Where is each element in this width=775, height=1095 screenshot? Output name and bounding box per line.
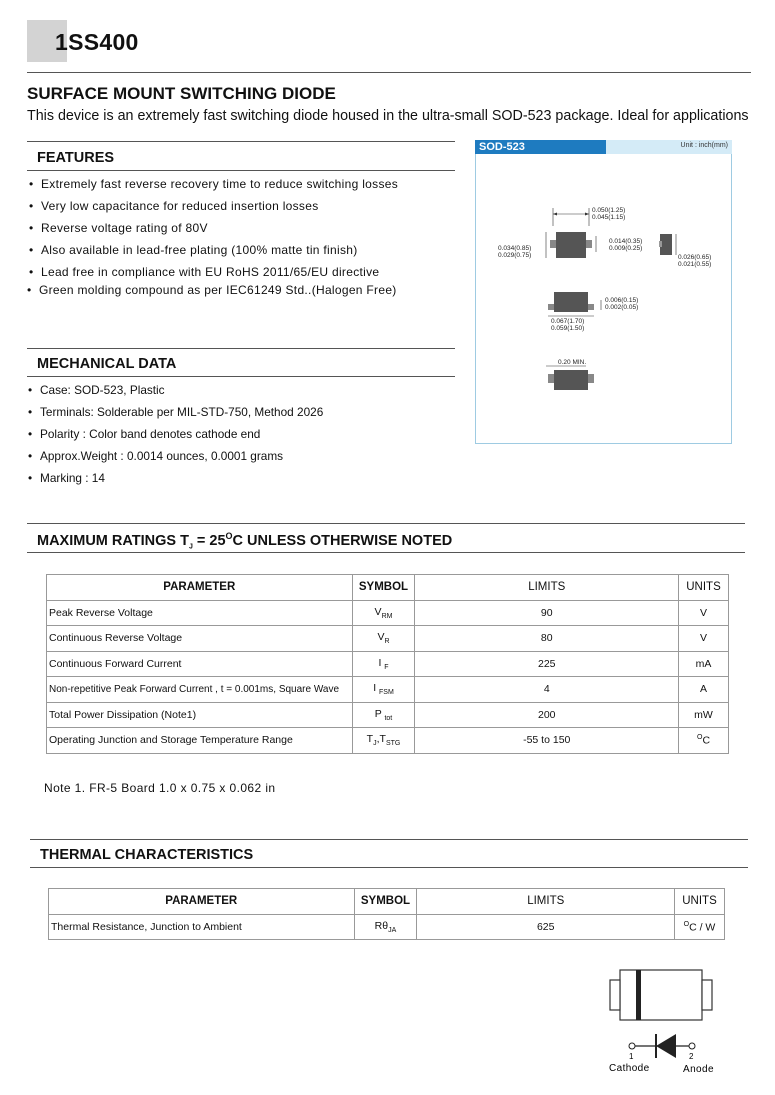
footnote: Note 1. FR-5 Board 1.0 x 0.75 x 0.062 in (44, 781, 276, 795)
table-row: Continuous Reverse Voltage $V_R$ 80 V (47, 626, 729, 652)
table-row: Non-repetitive Peak Forward Current , t = 0.001ms, Square Wave I $_{FSM}$ 4 A (47, 677, 729, 703)
feature-item: • Lead free in compliance with EU RoHS 2011/65/EU directive (41, 265, 379, 279)
table-row: Total Power Dissipation (Note1) P $_{tot}$ 200 mW (47, 702, 729, 728)
thermal-table (48, 888, 725, 940)
dim-lead-max: 0.014(0.35) (609, 238, 643, 245)
thermal-rule-bottom (30, 867, 748, 868)
pin2-label: 2 (689, 1052, 694, 1061)
ratings-rule-top (27, 523, 745, 524)
part-number: 1SS400 (55, 29, 139, 55)
feature-item: • Also available in lead-free plating (100% matte tin finish) (41, 243, 358, 257)
pin1-label: 1 (629, 1052, 634, 1061)
anode-label: Anode (683, 1064, 714, 1075)
mechanical-rule-top (27, 348, 455, 349)
dim-length-min: 0.045(1.15) (592, 214, 626, 221)
dim-overall-max: 0.067(1.70) (551, 318, 585, 325)
mechanical-item: • Terminals: Solderable per MIL-STD-750, Method 2026 (40, 405, 323, 419)
max-ratings-table (46, 574, 729, 754)
dim-height-max: 0.026(0.65) (678, 254, 712, 261)
package-outline-drawing (476, 156, 731, 442)
table-row: Operating Junction and Storage Temperature Range $T_J,T_{STG}$ -55 to 150 $^O$C (47, 728, 729, 754)
table-header-row (47, 575, 729, 601)
dim-height-min: 0.021(0.55) (678, 261, 712, 268)
col-symbol: SYMBOL (352, 575, 415, 601)
package-top-view (498, 207, 642, 259)
package-front-view (548, 292, 638, 332)
feature-item: • Very low capacitance for reduced insertion losses (41, 199, 319, 213)
dim-thickness-max: 0.006(0.15) (605, 297, 639, 304)
package-side-view (659, 234, 711, 268)
ratings-rule-bottom (27, 552, 745, 553)
features-rule-bottom (27, 170, 455, 171)
diode-symbol-icon (600, 960, 730, 1080)
mechanical-rule-bottom (27, 376, 455, 377)
thermal-rule-top (30, 839, 748, 840)
table-row: Continuous Forward Current I $_F$ 225 mA (47, 651, 729, 677)
document-title: SURFACE MOUNT SWITCHING DIODE (27, 84, 336, 103)
dim-min-note: 0.20 MIN. (558, 359, 587, 366)
package-icon (610, 970, 712, 1020)
mechanical-title: MECHANICAL DATA (37, 356, 177, 372)
mechanical-item: • Polarity : Color band denotes cathode end (40, 427, 260, 441)
dim-width-min: 0.029(0.75) (498, 252, 532, 259)
header-divider (27, 72, 751, 73)
feature-item: • Green molding compound as per IEC61249 Std..(Halogen Free) (39, 283, 397, 297)
features-rule-top (27, 141, 455, 142)
table-row: Peak Reverse Voltage $V_{RM}$ 90 V (47, 600, 729, 626)
schematic-diode (609, 1034, 714, 1075)
package-name-tab: SOD-523 (475, 140, 606, 154)
table-header-row: PARAMETER SYMBOL LIMITS UNITS (49, 889, 725, 915)
col-parameter: PARAMETER (47, 575, 353, 601)
col-limits: LIMITS (415, 575, 679, 601)
dim-overall-min: 0.059(1.50) (551, 325, 585, 332)
feature-item: • Extremely fast reverse recovery time to reduce switching losses (41, 177, 398, 191)
max-ratings-title: MAXIMUM RATINGS $T_J = 25^OC$ UNLESS OTHERWISE NOTED (37, 531, 453, 551)
features-title: FEATURES (37, 150, 115, 166)
dim-length-max: 0.050(1.25) (592, 207, 626, 214)
table-row: Thermal Resistance, Junction to Ambient $R\theta_{JA}$ 625 $^O$C / W (49, 914, 725, 940)
device-description: This device is an extremely fast switching diode housed in the ultra-small SOD-523 package. Ideal for applications (27, 108, 749, 124)
mechanical-item: • Marking : 14 (40, 471, 105, 485)
dim-thickness-min: 0.002(0.05) (605, 304, 639, 311)
feature-item: • Reverse voltage rating of 80V (41, 221, 208, 235)
cathode-label: Cathode (609, 1063, 650, 1074)
package-unit-label: Unit : inch(mm) (680, 142, 728, 149)
dim-width-max: 0.034(0.85) (498, 245, 532, 252)
dim-lead-min: 0.009(0.25) (609, 245, 643, 252)
package-bottom-view (546, 359, 594, 390)
col-units: UNITS (679, 575, 729, 601)
thermal-title: THERMAL CHARACTERISTICS (40, 847, 254, 863)
mechanical-item: • Case: SOD-523, Plastic (40, 383, 165, 397)
mechanical-item: • Approx.Weight : 0.0014 ounces, 0.0001 grams (40, 449, 283, 463)
